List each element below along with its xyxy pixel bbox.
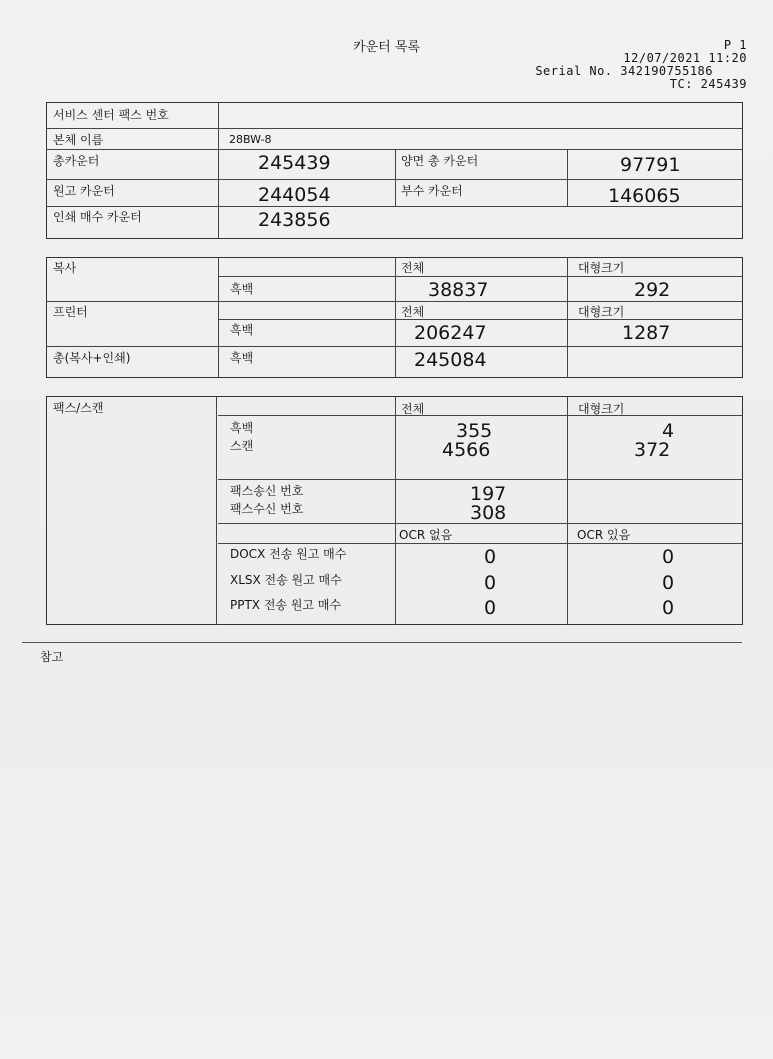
service-fax-label: 서비스 센터 팩스 번호 bbox=[53, 108, 169, 122]
docx-label: DOCX 전송 원고 매수 bbox=[230, 547, 347, 561]
fax-col-large: 대형크기 bbox=[578, 402, 625, 416]
printer-bw-large-value: 1287 bbox=[622, 322, 671, 344]
ocr-no-header: OCR 없음 bbox=[399, 528, 453, 542]
fax-bw-label: 흑백 bbox=[230, 421, 254, 435]
pptx-ocr-yes-value: 0 bbox=[662, 597, 675, 619]
fax-col-all: 전체 bbox=[401, 402, 425, 416]
fax-recv-label: 팩스수신 번호 bbox=[230, 502, 304, 516]
total-copy-print-label: 총(복사+인쇄) bbox=[53, 351, 131, 365]
model-name-label: 본체 이름 bbox=[53, 133, 104, 147]
ocr-yes-header: OCR 있음 bbox=[577, 528, 631, 542]
fax-recv-value: 308 bbox=[470, 502, 507, 524]
fax-send-label: 팩스송신 번호 bbox=[230, 484, 304, 498]
total-bw-label: 흑백 bbox=[230, 351, 254, 365]
xlsx-ocr-yes-value: 0 bbox=[662, 572, 675, 594]
xlsx-label: XLSX 전송 원고 매수 bbox=[230, 573, 342, 587]
printer-col-large: 대형크기 bbox=[578, 305, 625, 319]
print-counter-label: 인쇄 매수 카운터 bbox=[53, 210, 142, 224]
notes-divider bbox=[22, 642, 742, 643]
copy-bw-all-value: 38837 bbox=[428, 279, 489, 301]
copies-counter-label: 부수 카운터 bbox=[401, 184, 463, 198]
printer-bw-all-value: 206247 bbox=[414, 322, 487, 344]
fax-bw-all-value: 355 bbox=[456, 420, 493, 442]
scan-large-value: 372 bbox=[634, 439, 671, 461]
scan-all-value: 4566 bbox=[442, 439, 491, 461]
fax-scan-label: 팩스/스캔 bbox=[53, 401, 104, 415]
print-counter-value: 243856 bbox=[258, 209, 331, 231]
duplex-counter-label: 양면 총 카운터 bbox=[401, 154, 479, 168]
docx-ocr-yes-value: 0 bbox=[662, 546, 675, 568]
original-counter-label: 원고 카운터 bbox=[53, 184, 115, 198]
model-name-value: 28BW-8 bbox=[229, 133, 272, 146]
pptx-ocr-no-value: 0 bbox=[484, 597, 497, 619]
copy-bw-large-value: 292 bbox=[634, 279, 671, 301]
copy-bw-label: 흑백 bbox=[230, 282, 254, 296]
serial-number: Serial No. 342190755186 bbox=[535, 64, 713, 78]
original-counter-value: 244054 bbox=[258, 184, 331, 206]
xlsx-ocr-no-value: 0 bbox=[484, 572, 497, 594]
docx-ocr-no-value: 0 bbox=[484, 546, 497, 568]
pptx-label: PPTX 전송 원고 매수 bbox=[230, 598, 342, 612]
copy-col-all: 전체 bbox=[401, 261, 425, 275]
fax-bw-large-value: 4 bbox=[662, 420, 675, 442]
total-counter-value: 245439 bbox=[258, 152, 331, 174]
copy-col-large: 대형크기 bbox=[578, 261, 625, 275]
total-counter-label: 총카운터 bbox=[53, 154, 100, 168]
copies-counter-value: 146065 bbox=[608, 185, 681, 207]
scan-label: 스캔 bbox=[230, 439, 254, 453]
duplex-counter-value: 97791 bbox=[620, 154, 681, 176]
copy-label: 복사 bbox=[53, 261, 77, 275]
printer-bw-label: 흑백 bbox=[230, 323, 254, 337]
total-bw-all-value: 245084 bbox=[414, 349, 487, 371]
tc-value: TC: 245439 bbox=[669, 77, 747, 91]
printer-col-all: 전체 bbox=[401, 305, 425, 319]
printer-label: 프린터 bbox=[53, 305, 88, 319]
fax-send-value: 197 bbox=[470, 483, 507, 505]
page-number: P 1 bbox=[723, 38, 747, 52]
notes-label: 참고 bbox=[40, 650, 64, 664]
print-datetime: 12/07/2021 11:20 bbox=[623, 51, 747, 65]
page-title: 카운터 목록 bbox=[353, 40, 420, 55]
